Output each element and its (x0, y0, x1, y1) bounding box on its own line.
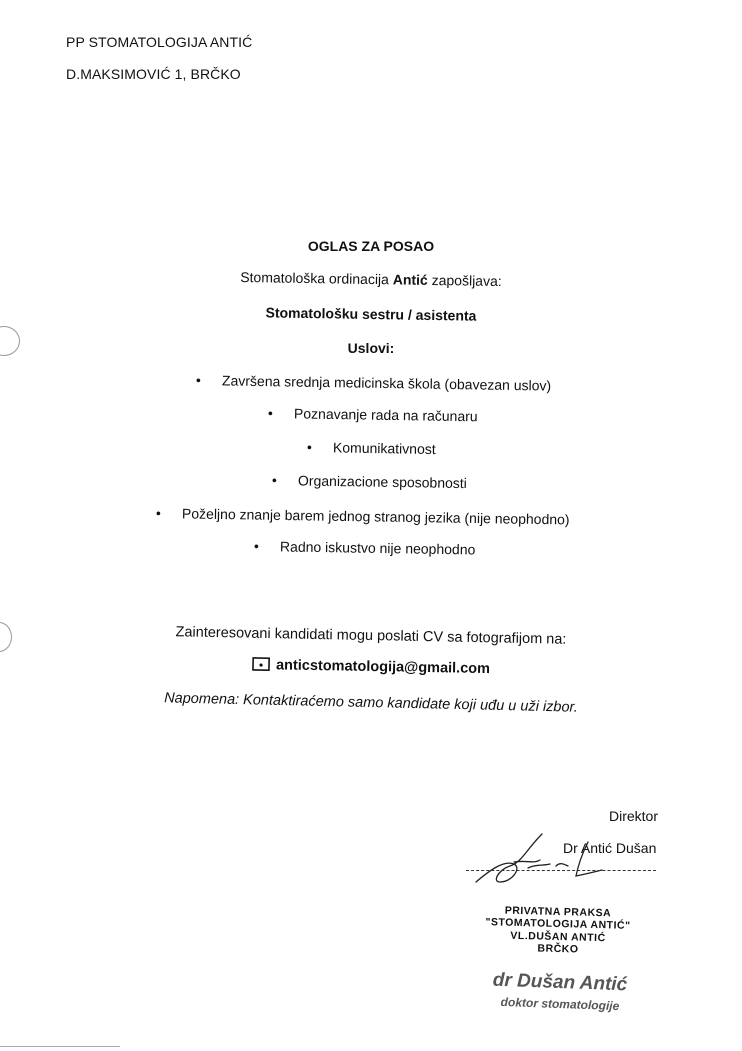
bullet: • (267, 405, 274, 422)
condition-text: Poznavanje rada na računaru (293, 405, 478, 425)
condition-text: Radno iskustvo nije neophodno (279, 538, 476, 558)
condition-item (196, 372, 551, 394)
bullet: • (253, 538, 260, 555)
bullet: • (271, 472, 278, 489)
condition-item (156, 505, 570, 527)
condition-text: Organizacione sposobnosti (297, 472, 467, 492)
condition-item (268, 405, 478, 424)
email-address[interactable]: anticstomatologija@gmail.com (275, 657, 491, 678)
director-label: Direktor (608, 808, 658, 824)
intro-prefix: Stomatološka ordinacija (240, 268, 393, 288)
condition-item (272, 472, 467, 491)
contact-text: Zainteresovani kandidati mogu poslati CV sa fotografijom na: (175, 624, 567, 648)
stamp-line: "STOMATOLOGIJA ANTIĆ" (485, 916, 631, 932)
condition-text: Završena srednja medicinska škola (obavezan uslov) (221, 372, 552, 394)
ad-title: OGLAS ZA POSAO (307, 238, 435, 254)
ad-intro (0, 265, 742, 293)
company-name: PP STOMATOLOGIJA ANTIĆ (66, 34, 253, 50)
stamp-line: PRIVATNA PRAKSA (504, 904, 612, 920)
email-line (0, 653, 742, 684)
stamp-doctor-title: doktor stomatologije (500, 994, 620, 1014)
condition-text: Komunikativnost (332, 439, 436, 458)
page-edge-line (0, 1046, 120, 1047)
condition-item (254, 538, 476, 557)
condition-item (307, 439, 436, 457)
stamp-doctor-name: dr Dušan Antić (492, 969, 628, 996)
bullet: • (155, 505, 162, 522)
bullet: • (195, 372, 202, 389)
bullet: • (306, 439, 313, 456)
handwritten-signature (470, 830, 620, 890)
stamp-line: VL.DUŠAN ANTIĆ (510, 929, 606, 945)
mail-icon (252, 657, 270, 675)
director-name: Dr Antić Dušan (563, 840, 657, 856)
company-address: D.MAKSIMOVIĆ 1, BRČKO (66, 66, 241, 82)
note-text: Napomena: Kontaktiraćemo samo kandidate koji uđu u uži izbor. (163, 690, 579, 716)
signature-line (466, 870, 656, 871)
intro-suffix: zapošljava: (427, 271, 502, 290)
stamp-line: BRČKO (537, 942, 579, 956)
conditions-title: Uslovi: (347, 340, 395, 356)
job-position: Stomatološku sestru / asistenta (265, 304, 477, 324)
condition-text: Poželjno znanje barem jednog stranog jezika (nije neophodno) (181, 505, 570, 528)
intro-name: Antić (392, 271, 428, 288)
